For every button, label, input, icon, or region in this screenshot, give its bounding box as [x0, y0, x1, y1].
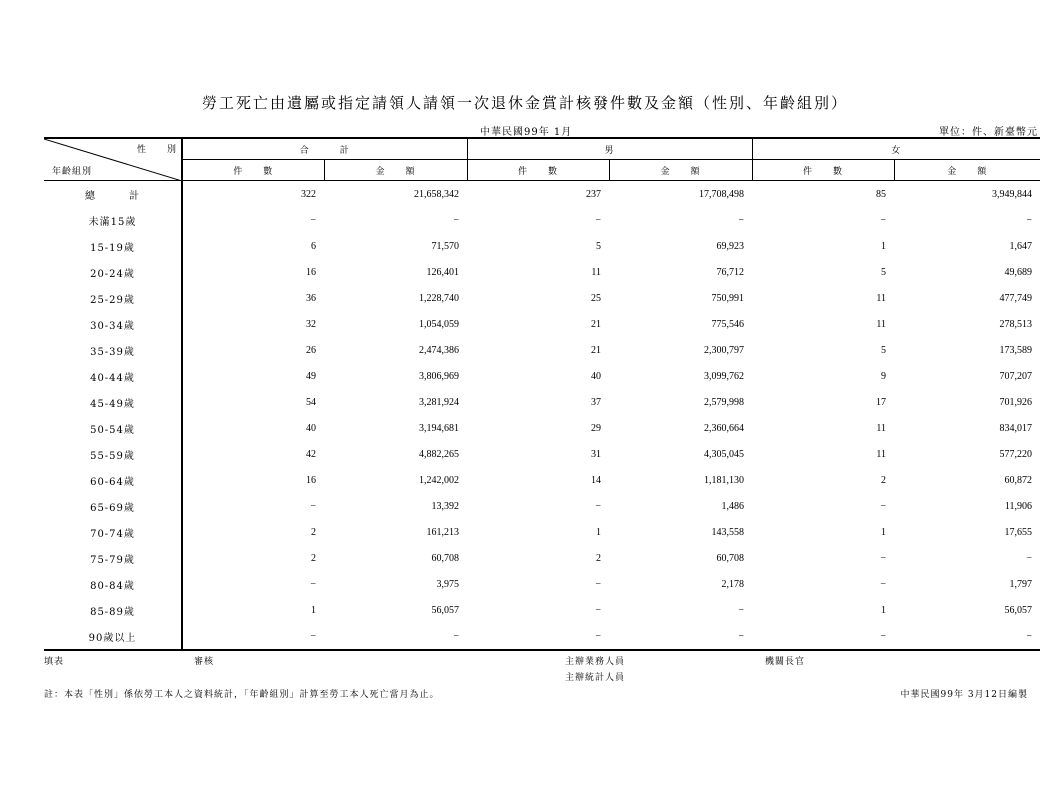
footer-fill-table: 填表	[44, 657, 65, 667]
cell-total-count: 40	[306, 422, 316, 434]
cell-female-amount: 701,926	[999, 396, 1033, 408]
cell-male-amount: 76,712	[716, 266, 745, 278]
table-row	[44, 311, 1040, 337]
age-group-label: 55-59歲	[44, 441, 182, 467]
cell-female-amount: 834,017	[999, 422, 1033, 434]
cell-total-amount: 1,054,059	[419, 318, 460, 330]
cell-total-count: −	[310, 214, 316, 226]
table-row-total	[44, 181, 1040, 208]
cell-female-count: 11	[876, 448, 887, 460]
cell-total-amount: 60,708	[431, 552, 460, 564]
cell-male-count: 14	[591, 474, 602, 486]
age-group-label: 40-44歲	[44, 363, 182, 389]
cell-male-count: 5	[596, 240, 602, 252]
cell-female-amount: 49,689	[1004, 266, 1033, 278]
cell-male-count: 237	[586, 188, 602, 200]
header-male-amount: 金 額	[609, 160, 752, 181]
footnote: 註：本表「性別」係依勞工本人之資料統計，「年齡組別」計算至勞工本人死亡當月為止。	[44, 690, 440, 700]
footer-chief-statistics: 主辦統計人員	[565, 673, 626, 683]
unit-label: 單位：件、新臺幣元	[939, 127, 1038, 138]
cell-male-amount: 69,923	[716, 240, 745, 252]
table-row	[44, 519, 1040, 545]
table-row	[44, 415, 1040, 441]
table-row	[44, 441, 1040, 467]
cell-female-amount: 60,872	[1004, 474, 1033, 486]
cell-female-count: −	[880, 500, 887, 512]
cell-total-count: 36	[306, 292, 316, 304]
cell-female-amount: 56,057	[1004, 604, 1033, 616]
table-row	[44, 493, 1040, 519]
cell-total-amount: 3,194,681	[419, 422, 460, 434]
age-group-label: 15-19歲	[44, 233, 182, 259]
cell-male-amount: 2,579,998	[704, 396, 745, 408]
cell-female-count: 1	[881, 240, 887, 252]
cell-male-count: −	[595, 500, 602, 512]
age-group-label: 35-39歲	[44, 337, 182, 363]
header-row-sub	[44, 160, 1040, 181]
table-row	[44, 207, 1040, 233]
header-total-amount: 金 額	[324, 160, 467, 181]
age-group-label: 總 計	[44, 181, 182, 208]
cell-female-count: −	[880, 552, 887, 564]
cell-female-amount: 173,589	[999, 344, 1033, 356]
cell-total-amount: −	[324, 623, 467, 650]
cell-female-amount: 577,220	[999, 448, 1033, 460]
age-group-label: 70-74歲	[44, 519, 182, 545]
cell-female-count: 11	[876, 422, 887, 434]
cell-male-amount: 2,300,797	[704, 344, 745, 356]
header-total-count: 件 數	[182, 160, 324, 181]
cell-total-count: 54	[306, 396, 316, 408]
cell-female-count: 1	[881, 526, 887, 538]
cell-male-count: −	[595, 214, 602, 226]
cell-female-count: −	[880, 214, 887, 226]
cell-total-count: 16	[306, 474, 316, 486]
cell-male-amount: 2,178	[721, 578, 745, 590]
cell-female-count: 9	[881, 370, 887, 382]
cell-male-amount: 1,486	[721, 500, 745, 512]
cell-total-amount: 161,213	[426, 526, 460, 538]
cell-total-count: 49	[306, 370, 316, 382]
cell-male-count: 25	[591, 292, 602, 304]
age-group-label: 65-69歲	[44, 493, 182, 519]
cell-total-count: −	[310, 578, 316, 590]
cell-male-count: 37	[591, 396, 602, 408]
cell-total-count: −	[182, 623, 324, 650]
compiled-date: 中華民國99年 3月12日編製	[900, 690, 1028, 700]
header-group-male: 男	[467, 138, 752, 160]
table-row	[44, 233, 1040, 259]
statistics-table	[44, 137, 1040, 651]
cell-male-count: 1	[596, 526, 602, 538]
age-group-label: 90歲以上	[44, 623, 182, 650]
cell-female-count: 11	[876, 292, 887, 304]
cell-female-amount: 1,647	[1009, 240, 1033, 252]
cell-female-count: 5	[881, 344, 887, 356]
table-row	[44, 285, 1040, 311]
report-period: 中華民國99年 1月	[480, 127, 573, 138]
header-female-amount: 金 額	[894, 160, 1040, 181]
header-group-total: 合 計	[182, 138, 467, 160]
cell-female-amount: 11,906	[1004, 500, 1033, 512]
cell-total-amount: 71,570	[431, 240, 460, 252]
cell-male-count: −	[467, 623, 609, 650]
cell-total-amount: 2,474,386	[419, 344, 460, 356]
header-age-label: 年齡組別	[52, 167, 93, 177]
table-row	[44, 389, 1040, 415]
header-group-female: 女	[752, 138, 1040, 160]
header-row-groups	[44, 138, 1040, 160]
footer-head-of-org: 機關長官	[765, 657, 806, 667]
cell-male-count: 2	[596, 552, 602, 564]
cell-male-count: 21	[591, 344, 602, 356]
cell-male-count: −	[595, 604, 602, 616]
cell-female-amount: −	[894, 623, 1040, 650]
cell-female-count: −	[880, 578, 887, 590]
age-group-label: 45-49歲	[44, 389, 182, 415]
cell-male-count: 29	[591, 422, 602, 434]
cell-total-count: 6	[311, 240, 316, 252]
cell-total-amount: 3,281,924	[419, 396, 460, 408]
cell-male-amount: 4,305,045	[704, 448, 745, 460]
table-row	[44, 545, 1040, 571]
table-row	[44, 337, 1040, 363]
cell-male-count: 31	[591, 448, 602, 460]
cell-female-count: 85	[876, 188, 887, 200]
table-row	[44, 597, 1040, 623]
cell-total-amount: 21,658,342	[414, 188, 460, 200]
age-group-label: 75-79歲	[44, 545, 182, 571]
cell-female-count: 1	[881, 604, 887, 616]
cell-male-amount: 3,099,762	[704, 370, 745, 382]
header-male-count: 件 數	[467, 160, 609, 181]
cell-male-amount: 1,181,130	[704, 474, 745, 486]
age-group-label: 30-34歲	[44, 311, 182, 337]
cell-total-amount: 4,882,265	[419, 448, 460, 460]
cell-male-amount: 775,546	[711, 318, 745, 330]
cell-total-amount: 56,057	[431, 604, 460, 616]
cell-female-amount: 278,513	[999, 318, 1033, 330]
table-row	[44, 467, 1040, 493]
cell-male-amount: −	[738, 604, 745, 616]
cell-total-amount: −	[453, 214, 460, 226]
footer-chief-business: 主辦業務人員	[565, 657, 626, 667]
page-title: 勞工死亡由遺屬或指定請領人請領一次退休金賞計核發件數及金額（性別、年齡組別）	[201, 94, 848, 112]
header-sex-label: 性 別	[136, 145, 177, 155]
age-group-label: 85-89歲	[44, 597, 182, 623]
cell-total-count: 26	[306, 344, 316, 356]
cell-total-amount: 3,806,969	[419, 370, 460, 382]
cell-total-amount: 1,242,002	[419, 474, 460, 486]
age-group-label: 50-54歲	[44, 415, 182, 441]
cell-male-count: −	[595, 578, 602, 590]
cell-male-amount: 17,708,498	[699, 188, 745, 200]
cell-male-count: 11	[591, 266, 602, 278]
header-female-count: 件 數	[752, 160, 894, 181]
cell-male-amount: 60,708	[716, 552, 745, 564]
cell-male-amount: −	[738, 214, 745, 226]
cell-total-amount: 13,392	[431, 500, 460, 512]
age-group-label: 25-29歲	[44, 285, 182, 311]
table-row	[44, 623, 1040, 650]
cell-female-amount: 707,207	[999, 370, 1033, 382]
cell-total-count: 1	[311, 604, 316, 616]
cell-male-amount: 143,558	[711, 526, 745, 538]
cell-total-count: 16	[306, 266, 316, 278]
cell-total-count: 322	[301, 188, 316, 200]
cell-female-amount: 17,655	[1004, 526, 1033, 538]
cell-total-amount: 3,975	[436, 578, 460, 590]
cell-female-amount: 477,749	[999, 292, 1033, 304]
age-group-label: 未滿15歲	[44, 207, 182, 233]
cell-female-count: 2	[881, 474, 887, 486]
cell-male-amount: −	[609, 623, 752, 650]
cell-female-amount: 3,949,844	[992, 188, 1033, 200]
cell-female-amount: −	[1026, 214, 1033, 226]
cell-female-amount: −	[1026, 552, 1033, 564]
table-row	[44, 571, 1040, 597]
cell-total-count: 42	[306, 448, 316, 460]
cell-female-count: 11	[876, 318, 887, 330]
cell-total-count: 2	[311, 526, 316, 538]
age-group-label: 20-24歲	[44, 259, 182, 285]
cell-male-amount: 750,991	[711, 292, 745, 304]
cell-female-amount: 1,797	[1009, 578, 1033, 590]
cell-male-count: 40	[591, 370, 602, 382]
cell-total-amount: 1,228,740	[419, 292, 460, 304]
table-row	[44, 259, 1040, 285]
table-row	[44, 363, 1040, 389]
cell-total-count: 32	[306, 318, 316, 330]
header-corner-cell	[44, 138, 182, 181]
cell-total-count: 2	[311, 552, 316, 564]
cell-total-amount: 126,401	[426, 266, 460, 278]
cell-female-count: 17	[876, 396, 887, 408]
age-group-label: 80-84歲	[44, 571, 182, 597]
cell-female-count: 5	[881, 266, 887, 278]
age-group-label: 60-64歲	[44, 467, 182, 493]
cell-female-count: −	[752, 623, 894, 650]
cell-male-amount: 2,360,664	[704, 422, 745, 434]
cell-total-count: −	[310, 500, 316, 512]
cell-male-count: 21	[591, 318, 602, 330]
footer-review: 審核	[194, 657, 215, 667]
